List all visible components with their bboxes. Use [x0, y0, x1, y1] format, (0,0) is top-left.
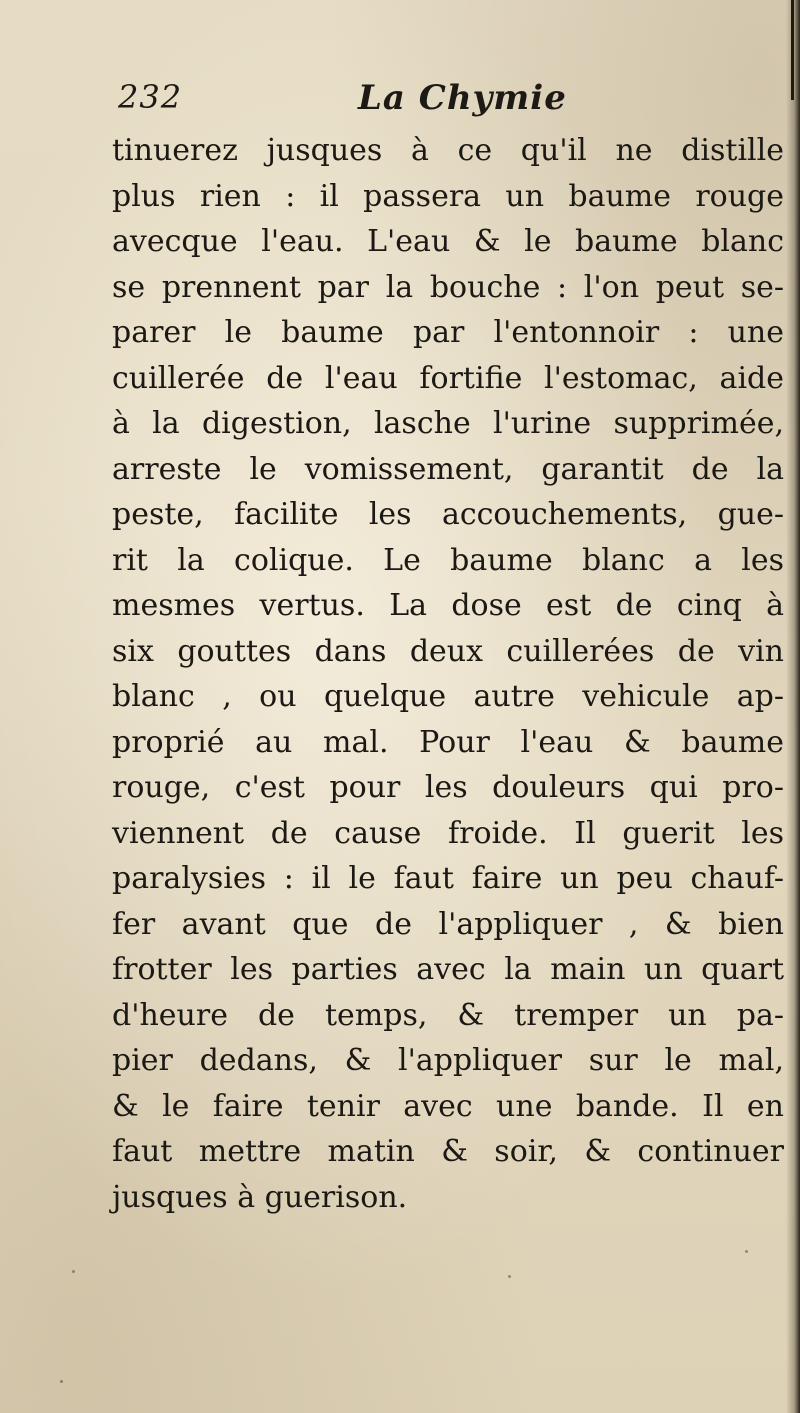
text-line: tinuerez jusques à ce qu'il ne distille — [112, 133, 784, 168]
paper-speck — [60, 1380, 63, 1383]
running-head-title: La Chymie — [358, 78, 567, 118]
text-line: viennent de cause froide. Il guerit les — [112, 815, 784, 851]
paper-speck — [72, 1270, 75, 1273]
text-line: à la digestion, lasche l'urine supprimée, — [112, 406, 784, 441]
text-line: mesmes vertus. La dose est de cinq à — [112, 588, 784, 623]
text-line: avecque l'eau. L'eau & le baume blanc — [112, 224, 784, 259]
page-number: 232 — [118, 78, 183, 116]
text-line: fer avant que de l'appliquer , & bien — [112, 906, 784, 942]
text-line: d'heure de temps, & tremper un pa- — [112, 997, 784, 1033]
text-line: jusques à guerison. — [112, 1179, 408, 1215]
paper-speck — [508, 1275, 511, 1278]
text-line: pier dedans, & l'appliquer sur le mal, — [112, 1043, 784, 1078]
text-line: se prennent par la bouche : l'on peut se- — [112, 269, 784, 305]
running-head — [118, 78, 678, 126]
text-line: plus rien : il passera un baume rouge — [112, 178, 784, 214]
text-line: peste, facilite les accouchements, gue- — [112, 497, 784, 532]
text-line: & le faire tenir avec une bande. Il en — [112, 1088, 784, 1124]
paper-speck — [745, 1250, 748, 1253]
text-line: frotter les parties avec la main un quart — [112, 952, 784, 987]
text-line: arreste le vomissement, garantit de la — [112, 451, 784, 487]
text-line: blanc , ou quelque autre vehicule ap- — [112, 679, 784, 714]
text-line: parer le baume par l'entonnoir : une — [112, 315, 784, 350]
body-text — [112, 128, 784, 1220]
page-edge-line — [791, 0, 794, 100]
page-edge-shadow — [786, 0, 800, 1413]
text-line: six gouttes dans deux cuillerées de vin — [112, 633, 784, 669]
text-line: faut mettre matin & soir, & continuer — [112, 1134, 784, 1169]
text-line: rit la colique. Le baume blanc a les — [112, 542, 784, 578]
text-line: cuillerée de l'eau fortifie l'estomac, aide — [112, 360, 784, 396]
text-line: paralysies : il le faut faire un peu chauf- — [112, 861, 784, 896]
text-line: rouge, c'est pour les douleurs qui pro- — [112, 770, 784, 805]
text-line: proprié au mal. Pour l'eau & baume — [112, 724, 784, 760]
